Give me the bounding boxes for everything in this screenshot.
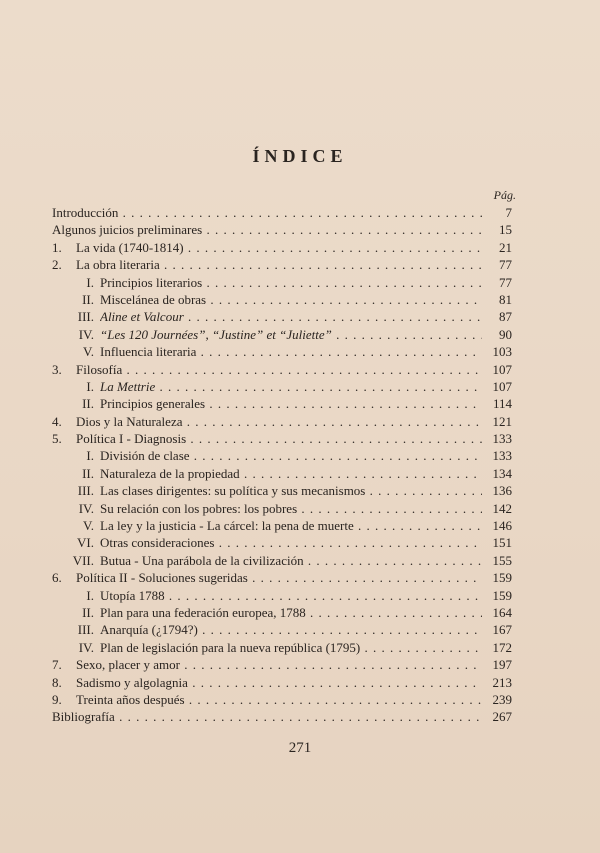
toc-entry-number: V.: [83, 344, 94, 360]
toc-entry: [52, 621, 512, 638]
toc-entry: [52, 691, 512, 708]
toc-entry-title-text: Utopía 1788: [100, 587, 165, 603]
toc-entry-page: 197: [492, 657, 512, 673]
toc-entry: [52, 308, 512, 325]
toc-entry: [52, 343, 512, 360]
toc-entry-number: 5.: [52, 431, 62, 447]
toc-entry: [52, 221, 512, 238]
toc-entry-number: 7.: [52, 657, 62, 673]
toc-entry-title: [76, 239, 482, 256]
toc-entry: [52, 239, 512, 256]
toc-entry-number: I.: [86, 378, 94, 394]
toc-entry: [52, 500, 512, 517]
toc-entry: [52, 534, 512, 551]
toc-entry-title: [100, 395, 482, 412]
toc-entry-title-text: Principios literarios: [100, 274, 203, 290]
toc-entry-number: I.: [86, 587, 94, 603]
toc-entry-number: 8.: [52, 674, 62, 690]
toc-entry-title: [76, 361, 482, 378]
toc-entry-title-text: División de clase: [100, 448, 190, 464]
toc-entry-title-text: Butua - Una parábola de la civilización: [100, 552, 304, 568]
toc-entry-title-text: Política II - Soluciones sugeridas: [76, 570, 248, 586]
toc-entry: [52, 569, 512, 586]
toc-entry-title-text: Filosofía: [76, 361, 123, 377]
toc-entry-title-text: Otras consideraciones: [100, 535, 215, 551]
toc-entry-title-text: Sexo, placer y amor: [76, 657, 180, 673]
toc-entry-number: II.: [82, 604, 94, 620]
toc-entry: [52, 447, 512, 464]
toc-entry-number: VII.: [72, 552, 94, 568]
toc-entry-page: 77: [499, 274, 512, 290]
toc-entry-title: [52, 708, 482, 725]
toc-entry-title: [52, 221, 482, 238]
toc-entry-number: I.: [86, 274, 94, 290]
toc-entry: [52, 465, 512, 482]
page-number: 271: [288, 740, 312, 756]
toc-entry: [52, 482, 512, 499]
toc-entry-title-text: Anarquía (¿1794?): [100, 622, 198, 638]
toc-entry-title: [76, 656, 482, 673]
toc-entry: [52, 413, 512, 430]
toc-entry-title-text: Dios y la Naturaleza: [76, 413, 183, 429]
table-of-contents: [52, 204, 512, 726]
toc-entry-number: I.: [86, 448, 94, 464]
toc-entry-title: [100, 326, 482, 343]
toc-entry-title-text: La ley y la justicia - La cárcel: la pena de muerte: [100, 518, 354, 534]
toc-entry-title-text: Bibliografía: [52, 709, 115, 725]
toc-entry-page: 159: [492, 587, 512, 603]
toc-entry-title: [76, 691, 482, 708]
toc-entry-title: [76, 674, 482, 691]
toc-entry-number: 9.: [52, 691, 62, 707]
toc-entry-title: [100, 291, 482, 308]
toc-entry: [52, 517, 512, 534]
toc-entry-page: 133: [492, 448, 512, 464]
toc-entry-title-text: Las clases dirigentes: su política y sus mecanismos: [100, 483, 366, 499]
toc-entry-title-text: Treinta años después: [76, 691, 185, 707]
toc-entry-title: [100, 639, 482, 656]
toc-entry: [52, 587, 512, 604]
toc-entry-page: 121: [492, 413, 512, 429]
toc-entry: [52, 291, 512, 308]
toc-entry-title-text: Política I - Diagnosis: [76, 431, 187, 447]
toc-entry-title-text: Sadismo y algolagnia: [76, 674, 188, 690]
toc-entry-title: [100, 604, 482, 621]
toc-entry-number: 6.: [52, 570, 62, 586]
toc-entry-title-text: Principios generales: [100, 396, 206, 412]
toc-entry-title-text: Plan de legislación para la nueva república (1795): [100, 639, 361, 655]
toc-entry: [52, 256, 512, 273]
toc-entry-title-text: Introducción: [52, 205, 119, 220]
toc-entry-title: [100, 621, 482, 638]
toc-entry-page: 172: [492, 639, 512, 655]
toc-entry: [52, 395, 512, 412]
toc-entry-page: 77: [499, 257, 512, 273]
toc-entry: [52, 204, 512, 221]
toc-entry-title-text: La obra literaria: [76, 257, 160, 273]
toc-entry-number: III.: [77, 309, 94, 325]
toc-entry-page: 267: [492, 709, 512, 725]
toc-entry-title-text: La Mettrie: [100, 378, 156, 394]
toc-entry-number: VI.: [77, 535, 94, 551]
toc-entry: [52, 326, 512, 343]
toc-entry-number: II.: [82, 465, 94, 481]
toc-entry: [52, 708, 512, 725]
toc-entry-title: [76, 256, 482, 273]
toc-entry-title-text: Su relación con los pobres: los pobres: [100, 500, 298, 516]
page-title: ÍNDICE: [252, 146, 348, 166]
toc-entry-number: 3.: [52, 361, 62, 377]
toc-entry-page: 151: [492, 535, 512, 551]
toc-entry: [52, 604, 512, 621]
toc-entry-page: 87: [499, 309, 512, 325]
toc-entry-title: [100, 587, 482, 604]
toc-entry-title-text: La vida (1740-1814): [76, 239, 184, 255]
toc-entry-page: 107: [492, 361, 512, 377]
toc-entry-title-text: “Les 120 Journées”, “Justine” et “Juliette”: [100, 326, 332, 342]
toc-entry: [52, 274, 512, 291]
toc-entry-page: 213: [492, 674, 512, 690]
toc-entry: [52, 639, 512, 656]
toc-entry-number: 1.: [52, 239, 62, 255]
toc-entry-title: [76, 569, 482, 586]
toc-entry-title-text: Miscelánea de obras: [100, 291, 207, 307]
toc-entry-page: 107: [492, 378, 512, 394]
toc-entry-title: [100, 482, 482, 499]
toc-entry-page: 21: [499, 239, 512, 255]
toc-entry: [52, 430, 512, 447]
toc-entry-page: 239: [492, 691, 512, 707]
toc-entry-title: [76, 413, 482, 430]
toc-entry-title: [100, 378, 482, 395]
toc-entry-page: 167: [492, 622, 512, 638]
toc-entry-page: 142: [492, 500, 512, 516]
toc-entry-title: [52, 204, 482, 221]
toc-entry-title: [100, 343, 482, 360]
toc-entry: [52, 552, 512, 569]
page-column-label: Pág.: [493, 188, 516, 202]
toc-entry-title-text: Plan para una federación europea, 1788: [100, 604, 306, 620]
toc-entry-page: 134: [492, 465, 512, 481]
toc-entry-page: 103: [492, 344, 512, 360]
toc-entry-number: IV.: [78, 639, 94, 655]
toc-entry-title: [100, 447, 482, 464]
toc-entry-title-text: Aline et Valcour: [100, 309, 184, 325]
toc-entry: [52, 674, 512, 691]
toc-entry-title: [76, 430, 482, 447]
toc-entry-page: 164: [492, 604, 512, 620]
toc-entry: [52, 378, 512, 395]
toc-entry-number: IV.: [78, 326, 94, 342]
toc-entry-title: [100, 517, 482, 534]
toc-entry-number: III.: [77, 622, 94, 638]
toc-entry-page: 159: [492, 570, 512, 586]
toc-entry-page: 15: [499, 222, 512, 238]
toc-entry-page: 90: [499, 326, 512, 342]
toc-entry-number: 4.: [52, 413, 62, 429]
toc-entry-title: [100, 500, 482, 517]
toc-entry-number: IV.: [78, 500, 94, 516]
toc-entry: [52, 656, 512, 673]
toc-entry-page: 7: [505, 205, 512, 220]
toc-entry-title: [100, 552, 482, 569]
toc-entry-title-text: Algunos juicios preliminares: [52, 222, 203, 238]
toc-entry-title: [100, 274, 482, 291]
toc-entry-number: II.: [82, 291, 94, 307]
toc-entry-title: [100, 534, 482, 551]
toc-entry-number: III.: [77, 483, 94, 499]
toc-entry-number: II.: [82, 396, 94, 412]
toc-entry-page: 114: [492, 396, 512, 412]
toc-entry-number: V.: [83, 518, 94, 534]
toc-entry-page: 81: [499, 291, 512, 307]
toc-entry-page: 146: [492, 518, 512, 534]
toc-entry-page: 155: [492, 552, 512, 568]
toc-entry-title: [100, 308, 482, 325]
toc-entry-title-text: Naturaleza de la propiedad: [100, 465, 240, 481]
toc-entry-page: 136: [492, 483, 512, 499]
toc-entry-number: 2.: [52, 257, 62, 273]
toc-entry-page: 133: [492, 431, 512, 447]
toc-entry-title: [100, 465, 482, 482]
toc-entry-title-text: Influencia literaria: [100, 344, 197, 360]
toc-entry: [52, 361, 512, 378]
